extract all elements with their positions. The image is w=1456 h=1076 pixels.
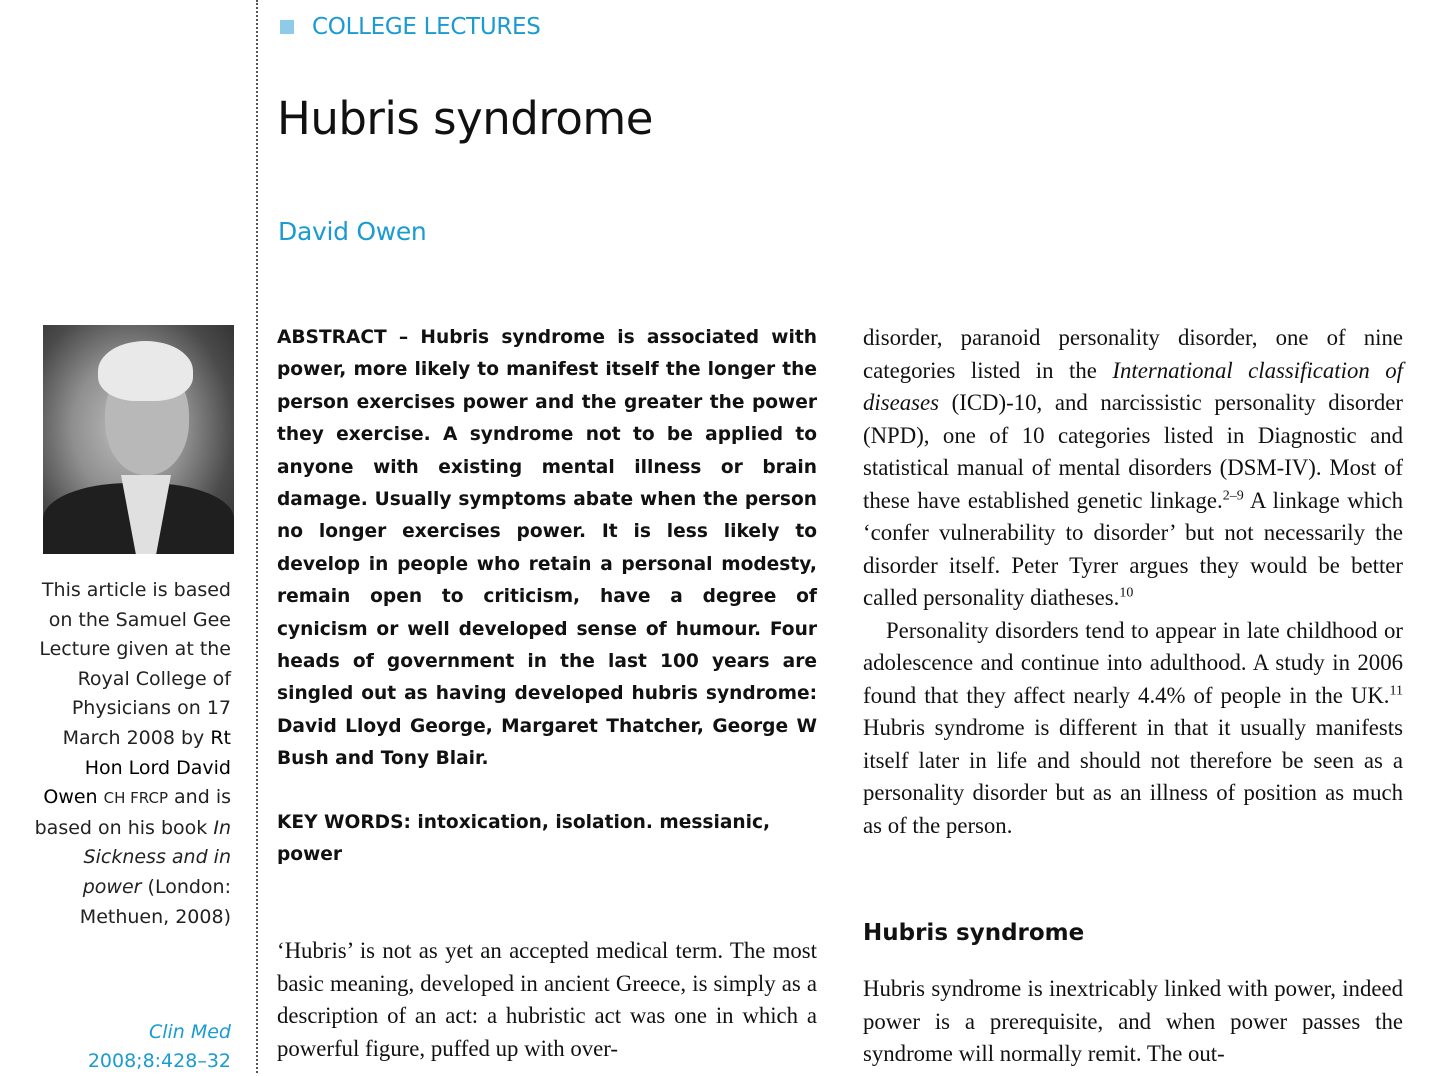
author-note-postnominals: CH FRCP (103, 789, 168, 808)
journal-citation (31, 1018, 231, 1076)
book-title: In Sickness and in power (82, 816, 231, 898)
author-note-name: Rt Hon Lord David Owen (43, 726, 231, 809)
author-note (31, 576, 231, 932)
section-square-icon (280, 20, 294, 34)
body-paragraph-power: Hubris syndrome is inextricably linked with power, indeed power is a prerequisite, and when power passes the syndrome will normally remit. The out- (863, 976, 1403, 1066)
reference-superscript: 2–9 (1222, 487, 1244, 503)
reference-superscript: 10 (1119, 585, 1134, 601)
column-divider (256, 0, 258, 1073)
journal-name: Clin Med (148, 1021, 231, 1043)
icd-title: International classification of diseases (863, 357, 1403, 415)
author-name: David Owen (278, 217, 427, 246)
author-note-text-3: (London: Methuen, 2008) (79, 875, 231, 928)
section-heading: Hubris syndrome (863, 920, 1085, 946)
author-note-text-2: and is based on his book (34, 786, 231, 839)
abstract: ABSTRACT – Hubris syndrome is associated with power, more likely to manifest itself the longer the person exercises power and the greater the power they exercise. A syndrome not to be applied to anyone with existing mental illness or brain damage. Usually symptoms abate when the person no longer exercises power. It is less likely to develop in people who retain a personal modesty, remain open to criticism, have a degree of cynicism or well developed sense of humour. Four heads of government in the last 100 years are singled out as having developed hubris syndrome: David Lloyd George, Margaret Thatcher, George W Bush and Tony Blair. (277, 327, 817, 770)
body-paragraph-personality: disorder, paranoid personality disorder, one of nine categories listed in the International classification of diseases (ICD)-10, and narcissistic personality disorder (NPD), one of 10 categories listed in Diagnostic and statistical manual of mental disorders (DSM-IV). Most of these have established genetic linkage.$^{2-9}$ A linkage which ‘confer vulnerability to disorder’ but not necessarily the disorder itself. Peter Tyrer argues they would be better called personality diatheses.$^{10}$ (863, 325, 1403, 610)
reference-superscript: 11 (1389, 682, 1403, 698)
body-paragraph-prevalence: Personality disorders tend to appear in late childhood or adolescence and continue into adulthood. A study in 2006 found that they affect nearly 4.4% of people in the UK.$^{11}$ Hubris syndrome is different in that it usually manifests itself later in life and should not therefore be seen as a personality disorder but as an illness of position as much as of the person. (863, 617, 1403, 838)
citation-details: 2008;8:428–32 (87, 1050, 231, 1072)
right-column (863, 322, 1403, 842)
author-photo (43, 325, 234, 554)
author-note-text: This article is based on the Samuel Gee Lecture given at the Royal College of Physicians on 17 March 2008 by (39, 579, 231, 749)
section-label: COLLEGE LECTURES (312, 14, 541, 40)
body-paragraph-intro: ‘Hubris’ is not as yet an accepted medical term. The most basic meaning, developed in ancient Greece, is simply as a description of an act: a hubristic act was one in which a powerful figure, puffed up with over- (277, 938, 817, 1061)
keywords: KEY WORDS: intoxication, isolation. messianic, power (277, 812, 771, 865)
article-title: Hubris syndrome (277, 92, 653, 145)
section-header (280, 14, 541, 40)
